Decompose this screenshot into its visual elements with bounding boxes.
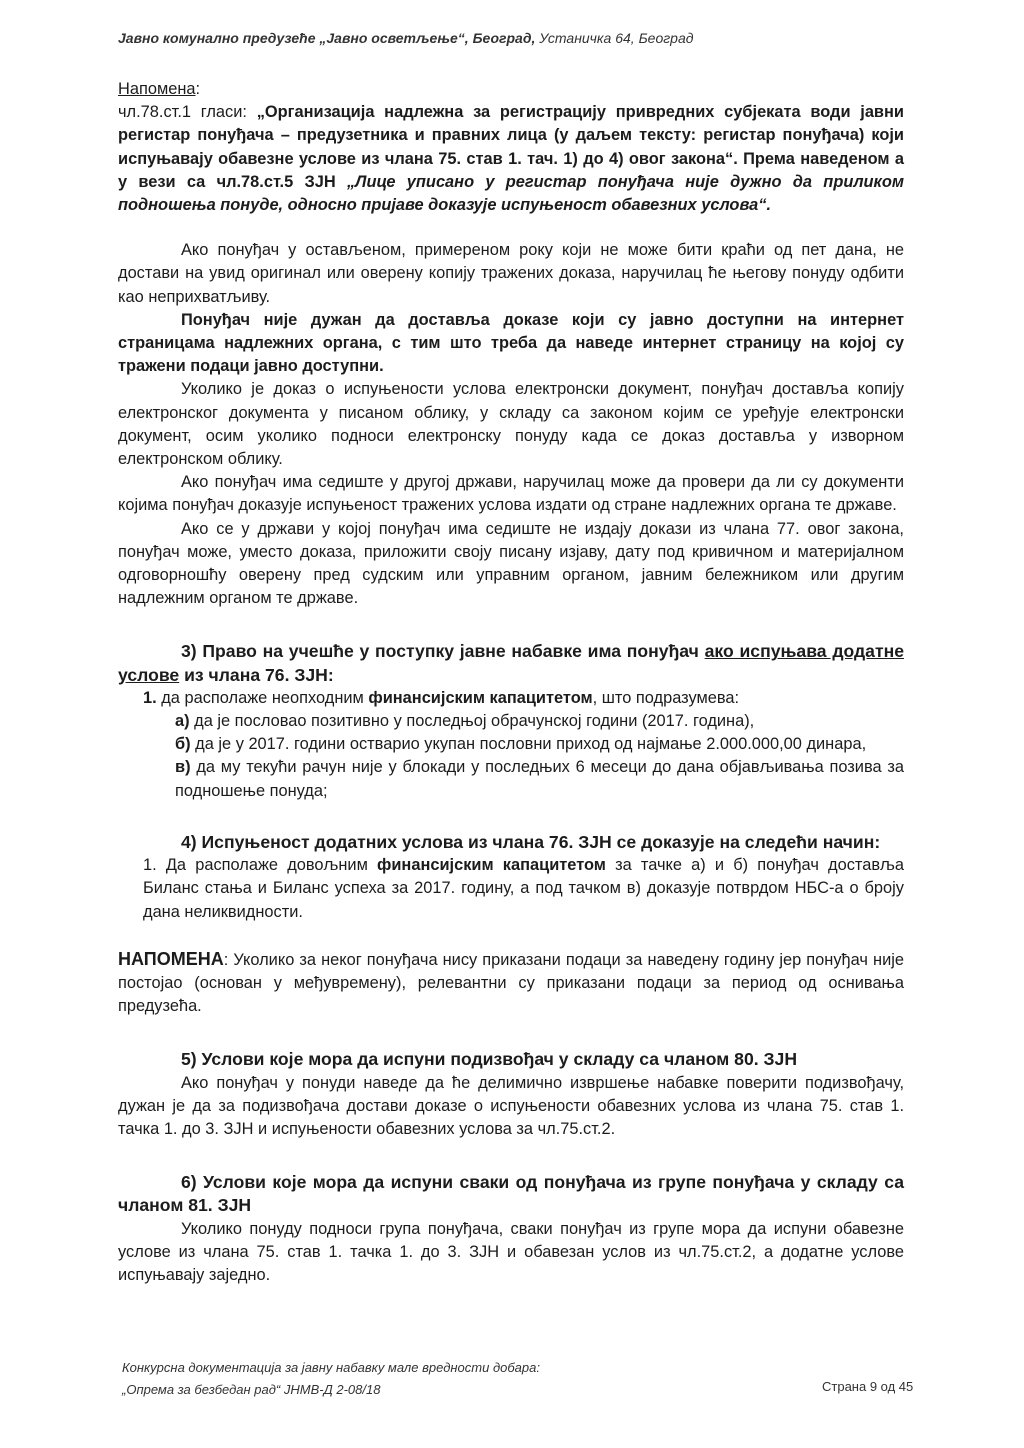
subitem-c-text: да му текући рачун није у блокади у последњих 6 месеци до дана објављивања позива за подношење понуда;: [175, 758, 904, 800]
paragraph-public-evidence: Понуђач није дужан да доставља доказе који су јавно доступни на интернет страницама надлежних органа, с тим што треба да наведе интернет страницу на којој су тражени подаци јавно доступни.: [118, 310, 904, 376]
header-address: Устаничка 64, Београд: [535, 30, 694, 46]
section3-title: [118, 640, 904, 686]
section4-item-end: за тачке а) и б) понуђач доставља Биланс стања и Биланс успеха за 2017. годину, а под тачком в) доказује потврдом НБС-а о броју дана неликвидности.: [143, 856, 905, 921]
section3-item-number: 1.: [143, 688, 157, 707]
section4-item-bold: финансијским капацитетом: [377, 856, 606, 875]
page-number: Страна 9 од 45: [822, 1379, 914, 1394]
section6-text: Уколико понуду подноси група понуђача, сваки понуђач из групе мора да испуни обавезне услове из члана 75. став 1. тачка 1. до 3. ЗЈН и обавезан услов из чл.75.ст.2, а додатне услове испуњавају заједно.: [118, 1219, 904, 1284]
note-italic-quote: „Лице уписано у регистар понуђача није дужно да приликом подношења понуде, односно пријаве доказује испуњеност обавезних услова“.: [118, 172, 904, 215]
section3-subitem-c: [118, 756, 904, 802]
paragraph-deadline: Ако понуђач у остављеном, примереном року који не може бити краћи од пет дана, не достави на увид оригинал или оверену копију тражених доказа, наручилац ће његову понуду одбити као неприхватљиву.: [118, 241, 904, 306]
paragraph-electronic-doc: Уколико је доказ о испуњености услова електронски документ, понуђач доставља копију електронског документа у писаном облику, у складу са законом којим се уређује електронски документ, осим уколико подноси електронску понуду када се доказ доставља у изворном електронском облику.: [118, 380, 904, 469]
footer-line-2: „Опрема за безбедан рад“ ЈНМВ-Д 2-08/18: [122, 1382, 381, 1397]
page-footer: [122, 1357, 540, 1401]
paragraph-foreign-seat: Ако понуђач има седиште у другој држави, наручилац може да провери да ли су документи којима понуђач доказује испуњеност тражених услова издати од стране надлежних органа те државе.: [118, 473, 904, 515]
note-quote: „Организација надлежна за регистрацију привредних субјеката води јавни регистар понуђача – предузетника и правних лица (у даљем тексту: регистар понуђача) који испуњавају обавезне услове из члана 75. став 1. тач. 1) до 4) овог закона“. Према наведеном а у вези са чл.78.ст.5 ЗЈН: [118, 103, 904, 191]
section3-title-underlined: ако испуњава додатне услове: [118, 641, 904, 685]
header-organization: Јавно комунално предузеће „Јавно осветљење“, Београд,: [118, 30, 536, 46]
paragraph-statement: Ако се у држави у којој понуђач има седиште не издају докази из члана 77. овог закона, понуђач може, уместо доказа, приложити своју писану изјаву, дату под кривичном и материјалном одговорношћу оверену пред судским или управним органом, јавним бележником или другим надлежним органом те државе.: [118, 519, 904, 608]
document-body: [118, 78, 904, 1287]
napomena-paragraph: [118, 948, 904, 1019]
section3-title-end: из члана 76. ЗЈН:: [179, 664, 334, 685]
subitem-b-text: да је у 2017. години остварио укупан пословни приход од најмање 2.000.000,00 динара,: [190, 735, 867, 754]
section4-title: 4) Испуњеност додатних услова из члана 76. ЗЈН се доказује на следећи начин:: [181, 831, 881, 852]
note-lead: чл.78.ст.1 гласи:: [118, 103, 257, 122]
note-label: Напомена: [118, 80, 196, 98]
note-label-line: Напомена:: [118, 80, 201, 98]
section3-subitem-b: [118, 733, 904, 756]
subitem-b-label: б): [175, 735, 191, 754]
subitem-a-label: а): [175, 712, 190, 731]
subitem-c-label: в): [175, 758, 191, 777]
section6-title: 6) Услови које мора да испуни сваки од понуђача из групе понуђача у складу са чланом 81. ЗЈН: [118, 1172, 904, 1216]
subitem-a-text: да је пословао позитивно у последњој обрачунској години (2017. година),: [189, 712, 755, 731]
section3-item-end: , што подразумева:: [592, 688, 740, 707]
section5-text: Ако понуђач у понуди наведе да ће делимично извршење набавке поверити подизвођачу, дужан је да за подизвођача достави доказе о испуњености обавезних услова из члана 75. став 1. тачка 1. до 3. ЗЈН и испуњености обавезних услова за чл.75.ст.2.: [118, 1073, 904, 1138]
page-header: [118, 30, 693, 46]
section3-item-text: да располаже неопходним: [156, 688, 369, 707]
section4-item-text: Да располаже довољним: [156, 856, 378, 875]
section3-title-start: 3) Право на учешће у поступку јавне набавке има понуђач: [181, 641, 705, 662]
section4-item-number: 1.: [143, 856, 157, 875]
section5-title: 5) Услови које мора да испуни подизвођач у складу са чланом 80. ЗЈН: [181, 1049, 798, 1070]
section3-subitem-a: [118, 710, 904, 733]
section4-item: [118, 854, 904, 924]
note-paragraph: [118, 101, 904, 217]
section3-item: [118, 687, 904, 710]
footer-line-1: Конкурсна документација за јавну набавку мале вредности добара:: [122, 1360, 540, 1375]
napomena-label: НАПОМЕНА: [118, 948, 224, 969]
section3-item-bold: финансијским капацитетом: [368, 688, 593, 707]
napomena-text: : Уколико за неког понуђача нису приказани подаци за наведену годину јер понуђач није постојао (основан у међувремену), релевантни су приказани подаци за период од оснивања предузећа.: [118, 950, 904, 1016]
